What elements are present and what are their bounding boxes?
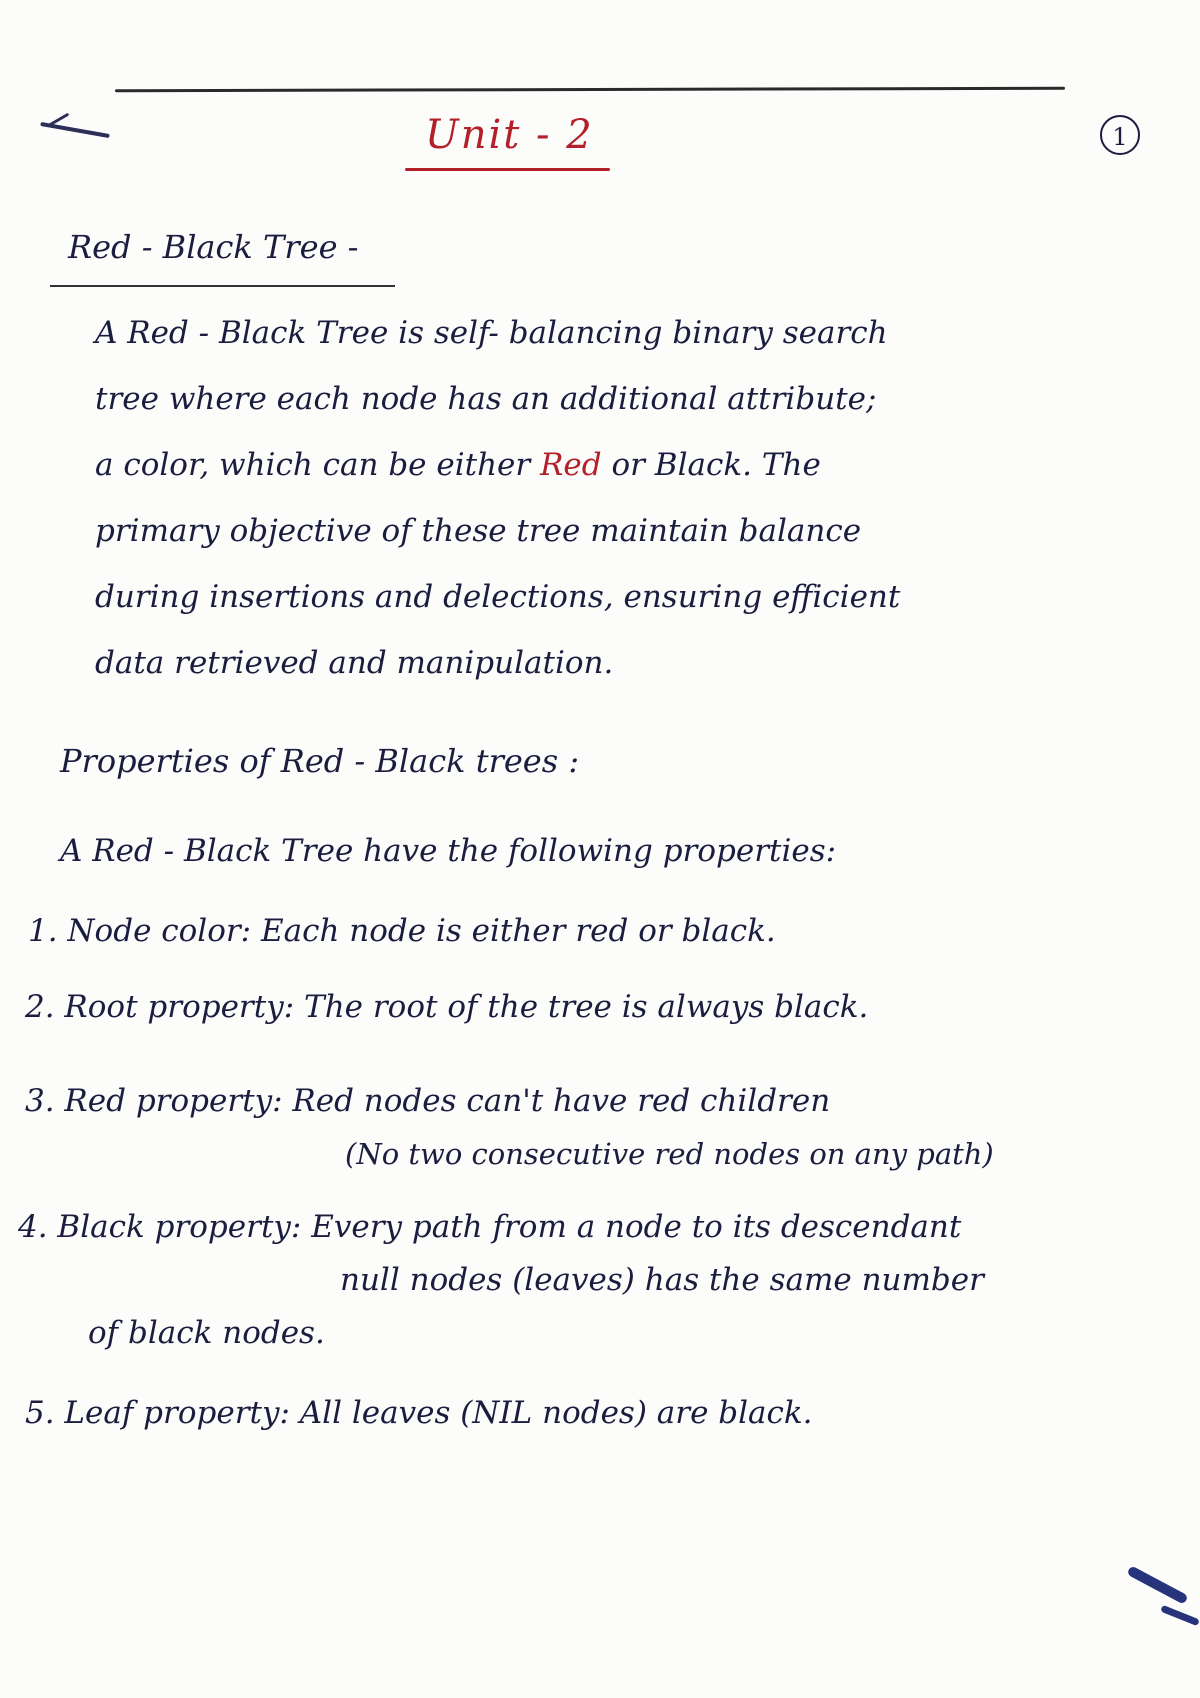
corner-pen-mark	[40, 122, 110, 138]
intro-line-3-end: or Black. The	[601, 447, 821, 483]
intro-line-4: primary objective of these tree maintain balance	[95, 513, 862, 549]
page-number: 1	[1100, 115, 1140, 155]
intro-line-6: data retrieved and manipulation.	[95, 645, 614, 681]
intro-line-3-start: a color, which can be either	[95, 447, 541, 483]
intro-line-3	[95, 447, 821, 483]
properties-heading: Properties of Red - Black trees :	[60, 742, 580, 780]
properties-intro: A Red - Black Tree have the following properties:	[60, 833, 837, 869]
property-item-4: 4. Black property: Every path from a node to its descendant	[18, 1209, 962, 1245]
property-item-5: 5. Leaf property: All leaves (NIL nodes) are black.	[25, 1395, 813, 1431]
property-item-4-cont: null nodes (leaves) has the same number	[340, 1262, 984, 1298]
property-item-3: 3. Red property: Red nodes can't have red children	[25, 1083, 831, 1119]
property-item-3-note: (No two consecutive red nodes on any path)	[345, 1137, 994, 1171]
section-heading: Red - Black Tree -	[68, 228, 359, 266]
section-heading-underline	[50, 285, 395, 287]
pen-stroke-mark	[1126, 1565, 1188, 1604]
unit-title-underline	[405, 168, 610, 171]
property-item-2: 2. Root property: The root of the tree is always black.	[25, 989, 869, 1025]
unit-title: Unit - 2	[425, 112, 594, 158]
pen-stroke-mark	[1160, 1605, 1200, 1626]
intro-line-2: tree where each node has an additional attribute;	[95, 381, 877, 417]
property-item-1: 1. Node color: Each node is either red or black.	[28, 913, 776, 949]
intro-line-5: during insertions and delections, ensuring efficient	[95, 579, 901, 615]
intro-line-1: A Red - Black Tree is self- balancing binary search	[95, 315, 888, 351]
top-rule-line	[115, 87, 1065, 92]
red-word: Red	[540, 447, 602, 483]
property-item-4-end: of black nodes.	[88, 1315, 325, 1351]
